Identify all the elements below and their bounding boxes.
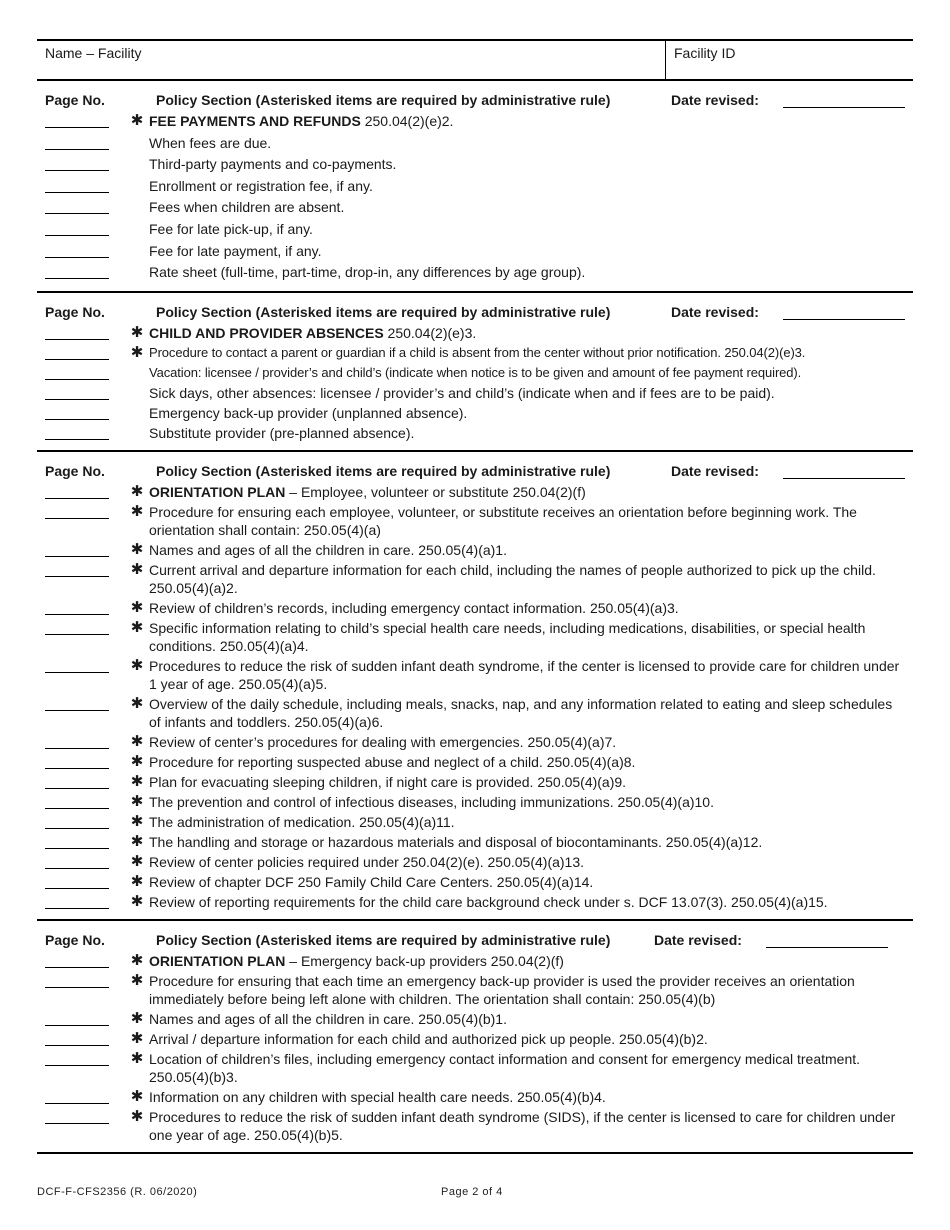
policy-item-text bbox=[149, 853, 913, 871]
page-number-field[interactable] bbox=[45, 364, 109, 380]
policy-item bbox=[37, 561, 913, 597]
date-revised-label: Date revised: bbox=[671, 92, 759, 108]
policy-item-description: – Emergency back-up providers 250.04(2)(f) bbox=[285, 952, 564, 969]
form-id: DCF-F-CFS2356 (R. 06/2020) bbox=[37, 1186, 198, 1198]
date-revised-field[interactable] bbox=[766, 933, 888, 948]
page-number-field[interactable] bbox=[45, 873, 109, 889]
policy-item bbox=[37, 619, 913, 655]
policy-item bbox=[37, 324, 913, 342]
required-asterisk-icon: ✱ bbox=[130, 618, 144, 636]
policy-item-description: When fees are due. bbox=[149, 134, 272, 151]
page-number-field[interactable] bbox=[45, 242, 109, 258]
policy-item-description: 250.04(2)(e)2. bbox=[360, 113, 454, 129]
required-asterisk-icon: ✱ bbox=[130, 482, 144, 500]
policy-item bbox=[37, 177, 913, 195]
page-number-field[interactable] bbox=[45, 853, 109, 869]
policy-item-description: Procedure for ensuring each employee, volunteer, or substitute receives an orientation before beginning work. The orientation shall contain: 250.05(4)(a) bbox=[149, 503, 857, 538]
required-asterisk-icon: ✱ bbox=[130, 656, 144, 674]
policy-item bbox=[37, 404, 913, 422]
policy-item-description: Names and ages of all the children in care. 250.05(4)(a)1. bbox=[149, 541, 507, 558]
required-asterisk-icon: ✱ bbox=[130, 1049, 144, 1067]
policy-item-text bbox=[149, 503, 913, 539]
policy-item-description: Location of children’s files, including emergency contact information and consent for emergency medical treatment. 250.05(4)(b)3. bbox=[149, 1050, 861, 1085]
policy-item bbox=[37, 813, 913, 831]
policy-item-text bbox=[149, 242, 913, 260]
policy-item bbox=[37, 263, 913, 281]
policy-item bbox=[37, 793, 913, 811]
policy-section bbox=[37, 921, 913, 1154]
page-number-field[interactable] bbox=[45, 344, 109, 360]
policy-item-description: Specific information relating to child’s special health care needs, including medications, disabilities, or special health conditions. 250.05(4)(a)4. bbox=[149, 619, 866, 654]
policy-item-description: Review of children’s records, including emergency contact information. 250.05(4)(a)3. bbox=[149, 599, 679, 616]
page-number-field[interactable] bbox=[45, 424, 109, 440]
policy-item-text bbox=[149, 1010, 913, 1028]
policy-item-text bbox=[149, 813, 913, 831]
policy-item-title: ORIENTATION PLAN bbox=[149, 952, 286, 969]
page-number-field[interactable] bbox=[45, 599, 109, 615]
section-header bbox=[37, 90, 913, 108]
policy-item-description: Enrollment or registration fee, if any. bbox=[149, 177, 373, 194]
page-number-field[interactable] bbox=[45, 972, 109, 988]
policy-item bbox=[37, 242, 913, 260]
policy-item bbox=[37, 1010, 913, 1028]
page-number-field[interactable] bbox=[45, 483, 109, 499]
policy-item-description: Overview of the daily schedule, including meals, snacks, nap, and any information related to eating and sleep schedules of infants and toddlers. 250.05(4)(a)6. bbox=[149, 695, 893, 730]
required-asterisk-icon: ✱ bbox=[130, 598, 144, 616]
policy-item-text bbox=[149, 112, 913, 130]
required-asterisk-icon: ✱ bbox=[130, 792, 144, 810]
policy-item bbox=[37, 220, 913, 238]
page-no-label: Page No. bbox=[45, 462, 105, 479]
policy-item bbox=[37, 952, 913, 970]
policy-item-text bbox=[149, 972, 913, 1008]
page-number-field[interactable] bbox=[45, 134, 109, 150]
page-number-field[interactable] bbox=[45, 657, 109, 673]
required-asterisk-icon: ✱ bbox=[130, 343, 144, 361]
page-number-field[interactable] bbox=[45, 793, 109, 809]
facility-id-field[interactable] bbox=[666, 41, 913, 79]
policy-sections bbox=[37, 81, 913, 1154]
policy-item-description: Information on any children with special health care needs. 250.05(4)(b)4. bbox=[149, 1088, 606, 1105]
required-asterisk-icon: ✱ bbox=[130, 1107, 144, 1125]
page-number: Page 2 of 4 bbox=[441, 1186, 503, 1198]
policy-item bbox=[37, 1030, 913, 1048]
policy-item-description: 250.04(2)(e)3. bbox=[383, 324, 477, 341]
policy-item-text bbox=[149, 134, 913, 152]
policy-item-text bbox=[149, 177, 913, 195]
policy-item bbox=[37, 873, 913, 891]
policy-item-description: Fees when children are absent. bbox=[149, 199, 345, 216]
section-header bbox=[37, 461, 913, 479]
policy-item-text bbox=[149, 220, 913, 238]
policy-item-text bbox=[149, 952, 913, 970]
required-asterisk-icon: ✱ bbox=[130, 772, 144, 790]
page-number-field[interactable] bbox=[45, 753, 109, 769]
page-number-field[interactable] bbox=[45, 813, 109, 829]
required-asterisk-icon: ✱ bbox=[130, 560, 144, 578]
page-number-field[interactable] bbox=[45, 177, 109, 193]
policy-item-description: Current arrival and departure information for each child, including the names of people authorized to pick up the child. 250.05(4)(a)2. bbox=[149, 561, 876, 596]
date-revised-label: Date revised: bbox=[654, 931, 742, 948]
policy-item-description: – Employee, volunteer or substitute 250.04(2)(f) bbox=[285, 483, 586, 500]
policy-item-text bbox=[149, 773, 913, 791]
policy-item-description: Procedure to contact a parent or guardian if a child is absent from the center without prior notification. 250.04(2)(e)3. bbox=[149, 344, 806, 360]
policy-section bbox=[37, 81, 913, 293]
required-asterisk-icon: ✱ bbox=[130, 812, 144, 830]
required-asterisk-icon: ✱ bbox=[130, 971, 144, 989]
policy-section-label: Policy Section (Asterisked items are required by administrative rule) bbox=[156, 92, 611, 108]
name-facility-label: Name – Facility bbox=[45, 45, 142, 61]
policy-item-text bbox=[149, 753, 913, 771]
policy-item-text bbox=[149, 404, 913, 422]
policy-item bbox=[37, 753, 913, 771]
policy-section-label: Policy Section (Asterisked items are required by administrative rule) bbox=[156, 931, 611, 948]
page-no-label: Page No. bbox=[45, 931, 105, 948]
required-asterisk-icon: ✱ bbox=[130, 1009, 144, 1027]
required-asterisk-icon: ✱ bbox=[130, 112, 144, 129]
page-number-field[interactable] bbox=[45, 952, 109, 968]
policy-item bbox=[37, 134, 913, 152]
page-no-label: Page No. bbox=[45, 92, 105, 108]
page-number-field[interactable] bbox=[45, 1088, 109, 1104]
page-number-field[interactable] bbox=[45, 619, 109, 635]
page-number-field[interactable] bbox=[45, 324, 109, 340]
required-asterisk-icon: ✱ bbox=[130, 951, 144, 969]
required-asterisk-icon: ✱ bbox=[130, 694, 144, 712]
policy-item-description: Vacation: licensee / provider’s and child’s (indicate when notice is to be given and amount of fee payment required). bbox=[149, 364, 802, 380]
policy-item-text bbox=[149, 324, 913, 342]
policy-item bbox=[37, 1088, 913, 1106]
policy-item-text bbox=[149, 793, 913, 811]
section-header bbox=[37, 302, 913, 320]
policy-item-text bbox=[149, 695, 913, 731]
policy-item bbox=[37, 1108, 913, 1144]
policy-item-description: Emergency back-up provider (unplanned absence). bbox=[149, 404, 468, 421]
policy-item-description: Procedures to reduce the risk of sudden infant death syndrome, if the center is licensed to provide care for children under 1 year of age. 250.05(4)(a)5. bbox=[149, 657, 900, 692]
page-number-field[interactable] bbox=[45, 112, 109, 128]
required-asterisk-icon: ✱ bbox=[130, 852, 144, 870]
policy-item-text bbox=[149, 541, 913, 559]
policy-item-text bbox=[149, 155, 913, 173]
policy-item-description: Review of reporting requirements for the child care background check under s. DCF 13.07(3). 250.05(4)(a)15. bbox=[149, 893, 828, 910]
required-asterisk-icon: ✱ bbox=[130, 540, 144, 558]
policy-item-title: ORIENTATION PLAN bbox=[149, 483, 286, 500]
policy-item bbox=[37, 1050, 913, 1086]
required-asterisk-icon: ✱ bbox=[130, 892, 144, 910]
section-header bbox=[37, 930, 913, 948]
page-number-field[interactable] bbox=[45, 541, 109, 557]
policy-item bbox=[37, 384, 913, 402]
page-number-field[interactable] bbox=[45, 893, 109, 909]
facility-id-label: Facility ID bbox=[674, 45, 736, 61]
required-asterisk-icon: ✱ bbox=[130, 323, 144, 341]
page-number-field[interactable] bbox=[45, 155, 109, 171]
policy-item-text bbox=[149, 619, 913, 655]
page-number-field[interactable] bbox=[45, 1030, 109, 1046]
policy-item-text bbox=[149, 893, 913, 911]
policy-item-description: Plan for evacuating sleeping children, if night care is provided. 250.05(4)(a)9. bbox=[149, 773, 627, 790]
policy-item bbox=[37, 893, 913, 911]
policy-item-description: Third-party payments and co-payments. bbox=[149, 156, 397, 173]
required-asterisk-icon: ✱ bbox=[130, 732, 144, 750]
policy-item bbox=[37, 344, 913, 362]
name-facility-field[interactable] bbox=[37, 41, 666, 79]
policy-item bbox=[37, 424, 913, 442]
date-revised-label: Date revised: bbox=[671, 462, 759, 479]
policy-item-description: Review of center’s procedures for dealing with emergencies. 250.05(4)(a)7. bbox=[149, 733, 617, 750]
page-number-field[interactable] bbox=[45, 220, 109, 236]
page-number-field[interactable] bbox=[45, 833, 109, 849]
policy-item-text bbox=[149, 198, 913, 216]
policy-item bbox=[37, 541, 913, 559]
policy-item-description: Procedures to reduce the risk of sudden infant death syndrome (SIDS), if the center is licensed to care for children under one year of age. 250.05(4)(b)5. bbox=[149, 1108, 896, 1143]
page-number-field[interactable] bbox=[45, 384, 109, 400]
policy-section bbox=[37, 293, 913, 452]
policy-item bbox=[37, 657, 913, 693]
date-revised-field[interactable] bbox=[783, 93, 905, 108]
policy-item-description: The administration of medication. 250.05(4)(a)11. bbox=[149, 813, 455, 830]
policy-item-text bbox=[149, 424, 913, 442]
policy-item bbox=[37, 733, 913, 751]
policy-item bbox=[37, 853, 913, 871]
policy-item bbox=[37, 112, 913, 130]
policy-item bbox=[37, 695, 913, 731]
policy-item-description: Rate sheet (full-time, part-time, drop-in, any differences by age group). bbox=[149, 264, 586, 281]
policy-item bbox=[37, 773, 913, 791]
policy-item-description: Review of center policies required under 250.04(2)(e). 250.05(4)(a)13. bbox=[149, 853, 585, 870]
page-number-field[interactable] bbox=[45, 198, 109, 214]
policy-item-text bbox=[149, 833, 913, 851]
policy-item-description: Names and ages of all the children in care. 250.05(4)(b)1. bbox=[149, 1010, 507, 1027]
page-number-field[interactable] bbox=[45, 404, 109, 420]
required-asterisk-icon: ✱ bbox=[130, 502, 144, 520]
policy-item-text bbox=[149, 561, 913, 597]
policy-item-description: Fee for late pick-up, if any. bbox=[149, 220, 313, 237]
required-asterisk-icon: ✱ bbox=[130, 1029, 144, 1047]
policy-item-description: Review of chapter DCF 250 Family Child Care Centers. 250.05(4)(a)14. bbox=[149, 873, 594, 890]
page-number-field[interactable] bbox=[45, 695, 109, 711]
page-no-label: Page No. bbox=[45, 303, 105, 320]
policy-item-description: The prevention and control of infectious diseases, including immunizations. 250.05(4)(a)10. bbox=[149, 793, 714, 810]
policy-item bbox=[37, 972, 913, 1008]
policy-item bbox=[37, 198, 913, 216]
policy-item-text bbox=[149, 1050, 913, 1086]
policy-item-text bbox=[149, 1108, 913, 1144]
date-revised-field[interactable] bbox=[783, 464, 905, 479]
policy-item-text bbox=[149, 873, 913, 891]
policy-item bbox=[37, 364, 913, 382]
policy-item-description: Arrival / departure information for each child and authorized pick up people. 250.05(4)(b)2. bbox=[149, 1030, 708, 1047]
required-asterisk-icon: ✱ bbox=[130, 1087, 144, 1105]
policy-item-text bbox=[149, 364, 913, 382]
page-number-field[interactable] bbox=[45, 1050, 109, 1066]
policy-item bbox=[37, 503, 913, 539]
policy-item-description: The handling and storage or hazardous materials and disposal of biocontaminants. 250.05(4)(a)12. bbox=[149, 833, 763, 850]
policy-item-text bbox=[149, 344, 913, 362]
policy-item bbox=[37, 833, 913, 851]
page-number-field[interactable] bbox=[45, 1108, 109, 1124]
policy-item-description: Fee for late payment, if any. bbox=[149, 242, 322, 259]
policy-item-text bbox=[149, 599, 913, 617]
date-revised-label: Date revised: bbox=[671, 303, 759, 320]
policy-item bbox=[37, 483, 913, 501]
page-number-field[interactable] bbox=[45, 263, 109, 279]
policy-section-label: Policy Section (Asterisked items are required by administrative rule) bbox=[156, 462, 611, 479]
policy-item-text bbox=[149, 733, 913, 751]
header-table bbox=[37, 39, 913, 81]
policy-section bbox=[37, 452, 913, 921]
page-number-field[interactable] bbox=[45, 561, 109, 577]
page-number-field[interactable] bbox=[45, 773, 109, 789]
policy-item-text bbox=[149, 1088, 913, 1106]
policy-item-description: Sick days, other absences: licensee / provider’s and child’s (indicate when and if fees are to be paid). bbox=[149, 384, 775, 401]
policy-item-text bbox=[149, 384, 913, 402]
policy-item-text bbox=[149, 483, 913, 501]
required-asterisk-icon: ✱ bbox=[130, 832, 144, 850]
form-page bbox=[37, 39, 913, 1154]
policy-item-description: Procedure for reporting suspected abuse and neglect of a child. 250.05(4)(a)8. bbox=[149, 753, 636, 770]
page-number-field[interactable] bbox=[45, 733, 109, 749]
policy-item-title: CHILD AND PROVIDER ABSENCES bbox=[149, 324, 384, 341]
policy-item-text bbox=[149, 657, 913, 693]
policy-item bbox=[37, 599, 913, 617]
required-asterisk-icon: ✱ bbox=[130, 752, 144, 770]
page-number-field[interactable] bbox=[45, 1010, 109, 1026]
policy-item-description: Procedure for ensuring that each time an emergency back-up provider is used the provider receives an orientation immediately before being left alone with children. The orientation shall contain: 250.05(4)(b) bbox=[149, 972, 855, 1007]
policy-item-text bbox=[149, 263, 913, 281]
policy-item bbox=[37, 155, 913, 173]
page-number-field[interactable] bbox=[45, 503, 109, 519]
policy-item-text bbox=[149, 1030, 913, 1048]
required-asterisk-icon: ✱ bbox=[130, 872, 144, 890]
date-revised-field[interactable] bbox=[783, 305, 905, 320]
policy-item-title: FEE PAYMENTS AND REFUNDS bbox=[149, 113, 361, 129]
policy-section-label: Policy Section (Asterisked items are required by administrative rule) bbox=[156, 303, 611, 320]
policy-item-description: Substitute provider (pre-planned absence). bbox=[149, 424, 415, 441]
